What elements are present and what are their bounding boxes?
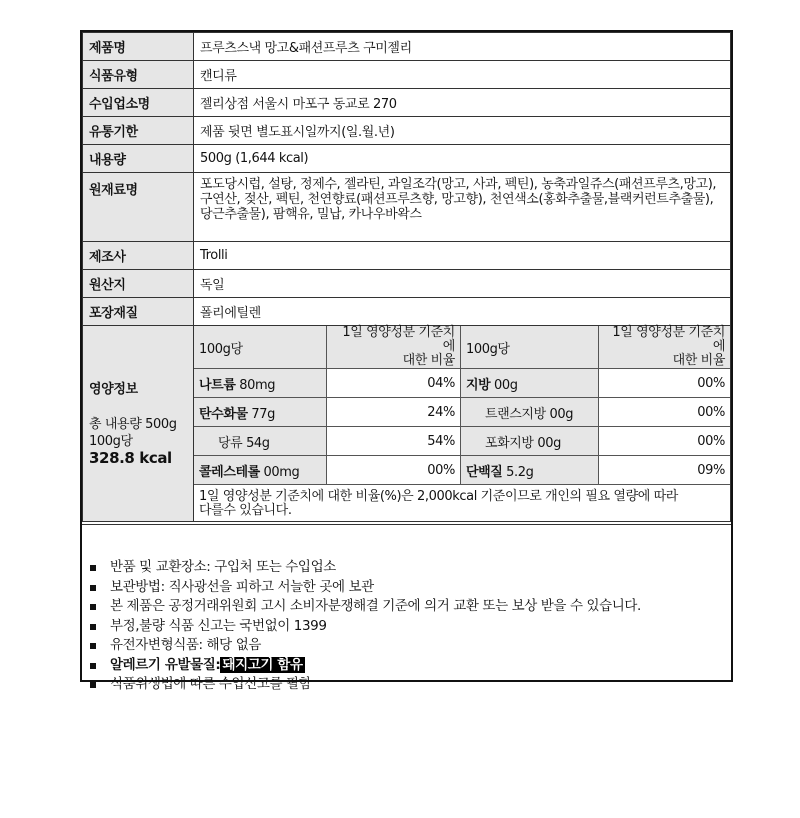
nutrition-note-row [194, 485, 730, 522]
nutrition-note-1: 1일 영양성분 기준치에 대한 비율(%)은 2,000kcal 기준이므로 개인의 필요 열량에 따라 [199, 489, 678, 504]
header-ratio-right-1: 1일 영양성분 기준치에 [612, 325, 725, 354]
row-nutrition [83, 326, 731, 522]
label-importer: 수입업소명 [83, 89, 194, 117]
nutrient-name: 트랜스지방 [484, 406, 546, 422]
nutrient-carb [194, 398, 327, 427]
label-packaging: 포장재질 [83, 298, 194, 326]
nutrient-pct: 54% [327, 427, 461, 456]
ingredients-line-1: 포도당시럽, 설탕, 정제수, 젤라틴, 과일조각(망고, 사과, 펙틴), 농축과일쥬스(패션프루츠,망고), [200, 177, 717, 192]
notice-text: 반품 및 교환장소: 구입처 또는 수입업소 [110, 559, 336, 575]
nutrient-name: 탄수화물 [199, 406, 248, 422]
value-ingredients [194, 173, 731, 242]
notice-text: 본 제품은 공정거래위원회 고시 소비자분쟁해결 기준에 의거 교환 또는 보상 받을 수 있습니다. [110, 598, 641, 614]
nutrition-facts-cell [194, 326, 731, 522]
nutrient-name: 콜레스테롤 [199, 464, 260, 480]
ingredients-line-2: 구연산, 젖산, 펙틴, 천연향료(패션프루츠향, 망고향), 천연색소(홍화추출물,블랙커런트추출물), [200, 192, 714, 207]
notice-item [90, 617, 731, 637]
bullet-square-icon [90, 643, 96, 649]
row-ingredients [83, 173, 731, 242]
nutrient-pct: 00% [598, 369, 730, 398]
nutrition-title: 영양정보 [89, 381, 138, 397]
row-origin [83, 270, 731, 298]
notice-item [90, 636, 731, 656]
header-per-right: 100g당 [460, 326, 598, 369]
value-product-name: 프루츠스낵 망고&패션프루츠 구미젤리 [194, 33, 731, 61]
nutrition-row [194, 456, 730, 485]
nutrient-name: 단백질 [465, 464, 503, 480]
nutrition-kcal: 328.8 kcal [89, 448, 172, 467]
notice-item-allergy [90, 656, 731, 676]
nutrient-sugar [194, 427, 327, 456]
notice-item [90, 675, 731, 695]
header-ratio-right-2: 대한 비율 [672, 353, 725, 368]
nutrient-pct: 04% [327, 369, 461, 398]
notice-item [90, 578, 731, 598]
value-expiry: 제품 뒷면 별도표시일까지(일.월.년) [194, 117, 731, 145]
value-importer: 젤리상점 서울시 마포구 동교로 270 [194, 89, 731, 117]
notices-section [82, 524, 731, 695]
nutrient-name: 당류 [218, 435, 243, 451]
nutrient-pct: 00% [327, 456, 461, 485]
nutrition-row [194, 427, 730, 456]
notice-text: 보관방법: 직사광선을 피하고 서늘한 곳에 보관 [110, 578, 374, 595]
notice-item [90, 597, 731, 617]
product-info-table [82, 32, 731, 522]
label-origin: 원산지 [83, 270, 194, 298]
bullet-square-icon [90, 663, 96, 669]
nutrient-amount: 00g [549, 406, 574, 422]
bullet-square-icon [90, 604, 96, 610]
nutrient-fat [460, 369, 598, 398]
header-ratio-left-1: 1일 영양성분 기준치에 [342, 325, 455, 354]
row-product-name [83, 33, 731, 61]
nutrition-note-2: 다를수 있습니다. [199, 503, 292, 518]
header-ratio-left-2: 대한 비율 [402, 353, 455, 368]
notice-text: 부정,불량 식품 신고는 국번없이 1399 [110, 617, 327, 634]
row-expiry [83, 117, 731, 145]
nutrient-amount: 00mg [263, 464, 300, 480]
value-origin: 독일 [194, 270, 731, 298]
notice-text: 식품위생법에 따른 수입신고를 필함 [110, 676, 312, 692]
value-food-type: 캔디류 [194, 61, 731, 89]
row-manufacturer [83, 242, 731, 270]
nutrient-amount: 54g [246, 435, 270, 451]
label-nutrition [83, 326, 194, 522]
nutrition-row [194, 369, 730, 398]
allergy-value: 돼지고기 함유 [222, 656, 303, 673]
ingredients-line-3: 당근추출물), 팜핵유, 밀납, 카나우바왁스 [200, 207, 422, 222]
row-importer [83, 89, 731, 117]
nutrient-amount: 5.2g [506, 464, 534, 480]
nutrient-pct: 00% [598, 398, 730, 427]
nutrient-amount: 00g [494, 377, 518, 393]
value-packaging: 폴리에틸렌 [194, 298, 731, 326]
row-content [83, 145, 731, 173]
bullet-square-icon [90, 565, 96, 571]
nutrient-satfat [460, 427, 598, 456]
header-ratio-left [327, 326, 461, 369]
nutrient-amount: 00g [537, 435, 561, 451]
nutrient-protein [460, 456, 598, 485]
label-product-name: 제품명 [83, 33, 194, 61]
nutrition-facts-table [194, 326, 730, 521]
nutrient-amount: 77g [251, 406, 275, 422]
nutrition-header-row [194, 326, 730, 369]
product-info-panel [80, 30, 733, 692]
bullet-square-icon [90, 585, 96, 591]
label-content: 내용량 [83, 145, 194, 173]
nutrient-trans [460, 398, 598, 427]
notice-text: 유전자변형식품: 해당 없음 [110, 637, 261, 653]
nutrient-amount: 80mg [239, 377, 276, 393]
label-expiry: 유통기한 [83, 117, 194, 145]
nutrient-sodium [194, 369, 327, 398]
label-food-type: 식품유형 [83, 61, 194, 89]
bullet-square-icon [90, 682, 96, 688]
nutrition-note [194, 485, 730, 522]
nutrition-per: 100g당 [89, 433, 133, 449]
header-per-left: 100g당 [194, 326, 327, 369]
nutrient-name: 포화지방 [484, 435, 534, 451]
nutrition-row [194, 398, 730, 427]
label-manufacturer: 제조사 [83, 242, 194, 270]
notices-list [82, 558, 731, 695]
row-food-type [83, 61, 731, 89]
bullet-square-icon [90, 624, 96, 630]
nutrient-pct: 00% [598, 427, 730, 456]
nutrient-name: 나트륨 [199, 377, 236, 393]
header-ratio-right [598, 326, 730, 369]
value-manufacturer: Trolli [194, 242, 731, 270]
nutrient-pct: 09% [598, 456, 730, 485]
nutrient-name: 지방 [465, 377, 491, 393]
nutrient-chol [194, 456, 327, 485]
allergy-label: 알레르기 유발물질: [110, 656, 221, 673]
row-packaging [83, 298, 731, 326]
value-content: 500g (1,644 kcal) [194, 145, 731, 173]
label-ingredients: 원재료명 [83, 173, 194, 242]
notice-item [90, 558, 731, 578]
nutrient-pct: 24% [327, 398, 461, 427]
nutrition-total: 총 내용량 500g [89, 416, 177, 432]
